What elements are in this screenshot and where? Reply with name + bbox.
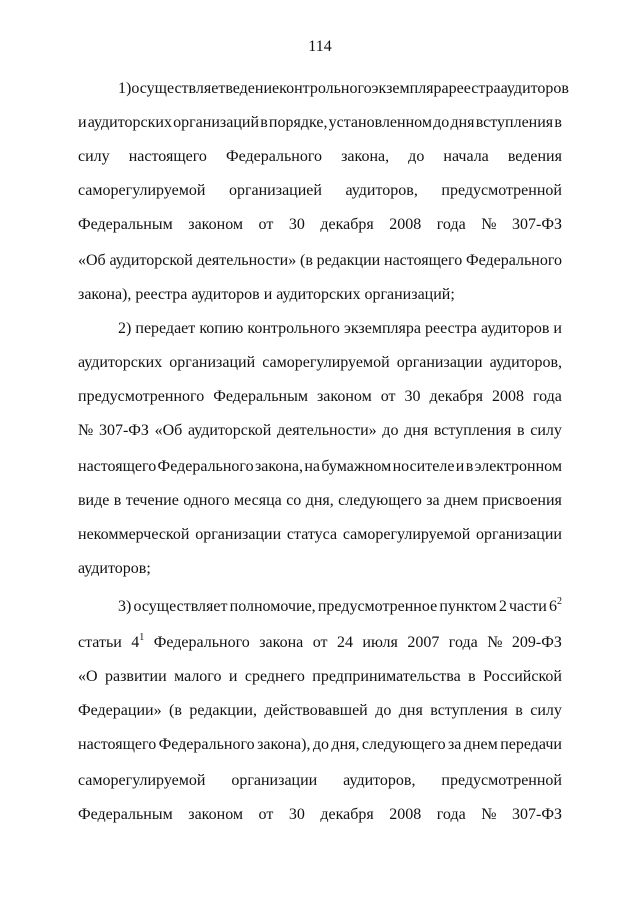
paragraph-2-line-1 [118,318,562,340]
word: Федерации» [78,702,162,719]
word: 2008 [389,216,422,233]
word: до [408,148,425,165]
word: предусмотренное [317,598,438,615]
word: «Об [78,252,106,269]
word: 24 [336,634,353,651]
word: дня [450,114,475,131]
word: законом [188,806,244,823]
word: реестра [425,320,477,337]
word: законом [188,216,244,233]
superscript: 2 [556,596,562,607]
word: ведения [507,148,562,165]
word: контрольного [247,320,340,337]
word: от [312,634,328,651]
word: от [258,216,274,233]
word: года [532,388,562,405]
word: передачи [500,736,562,753]
word: закона, [341,148,390,165]
word: копию [199,320,244,337]
word: бумажном [321,458,392,475]
paragraph-3-line-7 [78,804,562,826]
word: Федерального [158,736,255,753]
word: от [258,806,274,823]
word: 307-ФЗ [98,422,149,439]
word: организации [476,526,562,543]
paragraph-3-line-6 [78,770,562,792]
paragraph-2-line-3 [78,386,562,408]
word: в [113,492,122,509]
word: организации [231,772,318,789]
word: законом [316,388,372,405]
word: редакции, [189,702,257,719]
word: в [468,668,476,685]
word: аудиторов, [343,772,416,789]
word: организации [195,526,282,543]
word: передает [135,320,196,337]
word: статьи [78,634,122,651]
word: Федерального [157,458,254,475]
word: (в [299,252,313,269]
word: закона, [254,458,303,475]
word: закона [259,634,304,651]
word: Федеральным [213,388,308,405]
word: и [228,668,238,685]
paragraph-3-line-5 [78,734,562,756]
word: силу [78,148,110,165]
word: от [380,388,396,405]
word: закона), [257,736,311,753]
word: следующего [361,736,446,753]
word: года [448,634,478,651]
word: аудиторских [78,354,163,371]
word: и [553,320,562,337]
paragraph-1-line-4 [78,180,562,202]
word: течение [125,492,179,509]
word: реестра [448,80,501,97]
paragraph-2-line-4 [78,420,562,442]
word: дня [398,702,423,719]
word: в [465,458,474,475]
word: дня [404,422,429,439]
word: «О [78,668,98,685]
word: осуществляет [131,80,226,97]
word: силу [530,422,562,439]
word: вступления [430,702,508,719]
paragraph-3-line-2 [78,632,562,654]
word: Российской [483,668,562,685]
paragraph-1-line-3 [78,146,562,168]
word: в [260,114,268,131]
word: 2008 [491,388,524,405]
word: декабря [429,388,483,405]
word: саморегулируемой [78,182,206,199]
word: саморегулируемой [342,526,471,543]
word: года [436,216,466,233]
word: Федеральным [78,806,173,823]
word: № [481,216,497,233]
word: аудиторов, [489,354,562,371]
word: «Об [154,422,183,439]
paragraph-1-line-2 [78,112,562,134]
word: вступления [475,114,554,131]
word: экземпляра [343,320,421,337]
paragraph-2-line-8: аудиторов; [78,560,151,577]
word: предусмотренной [441,182,562,199]
word: месяца [234,492,282,509]
word: 6 [548,598,557,615]
word: за [426,492,440,509]
word: аудиторской [109,252,193,269]
word: начала [443,148,489,165]
word: и [78,114,87,131]
word-with-superscript [549,596,562,618]
word: в [515,702,523,719]
word: некоммерческой [78,526,190,543]
word: настоящего [78,736,157,753]
word: деятельности» [196,252,297,269]
word: декабря [320,216,374,233]
paragraph-3-line-3 [78,666,562,688]
word: днем [463,736,498,753]
word: аудиторов, [345,182,418,199]
word: 2) [118,320,132,337]
word: 209-ФЗ [511,634,562,651]
word: Федерального [153,634,250,651]
paragraph-1-line-7: закона), реестра аудиторов и аудиторских организаций; [78,286,455,303]
word: полномочие, [229,598,316,615]
word: саморегулируемой [78,772,206,789]
word: аудиторской [187,422,272,439]
word: аудиторов [481,320,550,337]
word: аудиторов [500,80,569,97]
word: 2008 [389,806,422,823]
word: следующего [338,492,422,509]
word: осуществляет [133,598,228,615]
word: статуса [286,526,338,543]
word: 30 [288,216,305,233]
word: экземпляра [371,80,449,97]
word: до [312,736,329,753]
word: предусмотренной [441,772,562,789]
word: 30 [404,388,421,405]
word: аудиторских [87,114,172,131]
paragraph-2-line-2 [78,352,562,374]
word: организаций [169,354,256,371]
word: за [447,736,462,753]
word: 1) [118,80,132,97]
word: предпринимательства [312,668,461,685]
paragraph-1-line-6 [78,250,562,272]
word: в [554,114,562,131]
word: дня, [331,736,360,753]
word: в [517,422,525,439]
word: саморегулируемой [262,354,390,371]
word: года [436,806,466,823]
word: настоящего [384,252,463,269]
word: № [78,422,94,439]
word: 2007 [407,634,440,651]
word: со [286,492,302,509]
word: контрольного [279,80,372,97]
word: 307-ФЗ [512,216,562,233]
word: действовавшей [264,702,368,719]
paragraph-2-line-7 [78,524,562,546]
word: июля [362,634,398,651]
word: 2 [498,598,507,615]
word: Федерального [225,148,322,165]
word: днем [444,492,478,509]
word: № [487,634,503,651]
superscript: 1 [139,632,145,643]
word: 3) [118,598,132,615]
word: носителе [392,458,455,475]
paragraph-3-line-4 [78,700,562,722]
word: Федеральным [78,216,173,233]
word: Федерального [465,252,562,269]
word: до [433,114,450,131]
word: 307-ФЗ [512,806,562,823]
word: предусмотренного [78,388,205,405]
word: среднего [244,668,305,685]
word: установленном [328,114,432,131]
word: одного [183,492,230,509]
word: порядке, [268,114,328,131]
word: (в [169,702,182,719]
word: виде [78,492,110,509]
word: пунктом [439,598,497,615]
word: дня, [305,492,334,509]
word: на [304,458,321,475]
word: декабря [320,806,374,823]
word: редакции [316,252,381,269]
word: силу [530,702,562,719]
word: до [375,702,392,719]
word: организацией [228,182,322,199]
paragraph-2-line-5 [78,456,562,478]
word: вступления [433,422,512,439]
word: организаций [173,114,260,131]
word: настоящего [78,458,157,475]
word: организации [396,354,483,371]
word: деятельности» [277,422,377,439]
word: присвоения [482,492,562,509]
word: развитии [104,668,167,685]
paragraph-3-line-1 [118,596,562,618]
word: электронном [474,458,562,475]
word: настоящего [128,148,207,165]
paragraph-2-line-6 [78,490,562,512]
paragraph-1-line-5 [78,214,562,236]
paragraph-1-line-1 [118,78,569,100]
word: и [455,458,465,475]
word-with-superscript [131,632,144,654]
word: № [481,806,497,823]
word: части [508,598,547,615]
word: малого [174,668,222,685]
page-number: 114 [308,38,332,55]
word: 4 [131,634,140,651]
word: до [382,422,399,439]
word: 30 [288,806,305,823]
word: ведение [225,80,280,97]
